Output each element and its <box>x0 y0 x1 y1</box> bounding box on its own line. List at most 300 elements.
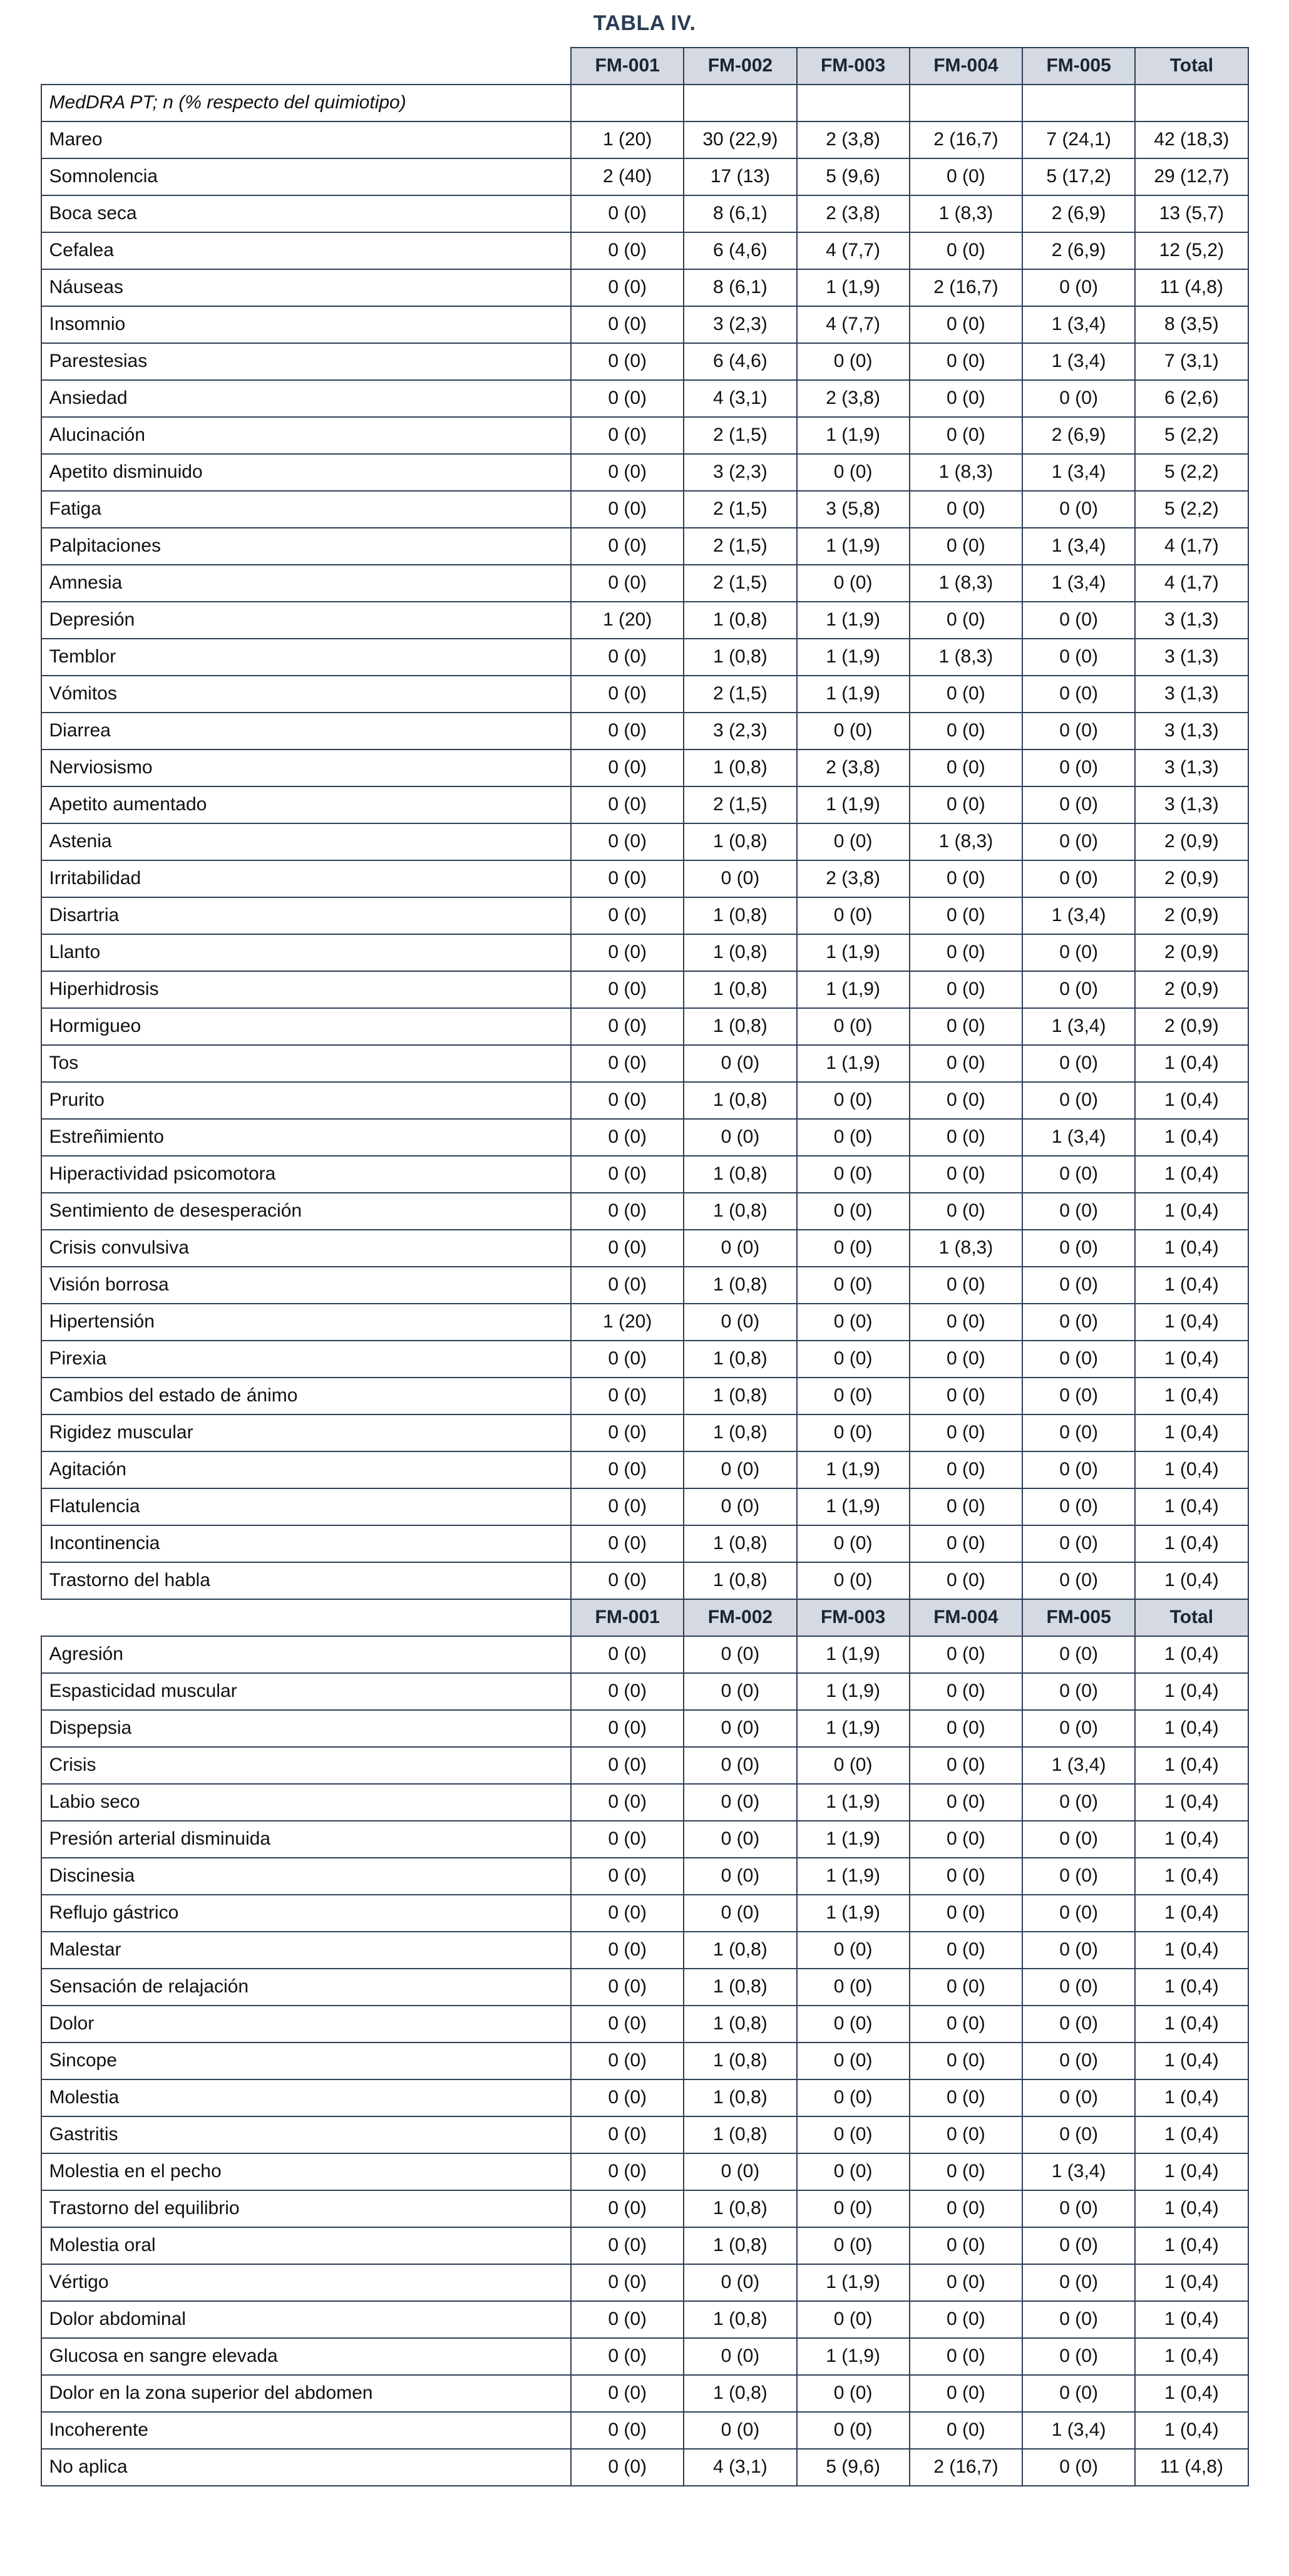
row-value: 0 (0) <box>1022 1230 1135 1267</box>
table-row <box>41 2153 1248 2190</box>
row-value: 1 (0,4) <box>1135 1488 1248 1525</box>
row-value: 0 (0) <box>910 1784 1022 1821</box>
row-value: 0 (0) <box>910 1193 1022 1230</box>
table-row <box>41 1341 1248 1378</box>
row-value: 1 (0,8) <box>684 750 796 786</box>
row-value: 0 (0) <box>571 2006 684 2043</box>
header-cell-fm005: FM-005 <box>1022 48 1135 85</box>
table-row <box>41 232 1248 269</box>
row-value: 1 (0,8) <box>684 1932 796 1969</box>
row-value: 0 (0) <box>1022 1525 1135 1562</box>
row-value: 3 (1,3) <box>1135 713 1248 750</box>
table-row <box>41 1378 1248 1414</box>
row-value: 0 (0) <box>1022 1562 1135 1599</box>
row-value: 1 (1,9) <box>797 1821 910 1858</box>
row-value: 0 (0) <box>797 2190 910 2227</box>
row-value: 2 (0,9) <box>1135 860 1248 897</box>
row-value: 1 (0,8) <box>684 2375 796 2412</box>
row-value: 0 (0) <box>910 2190 1022 2227</box>
row-label: Ansiedad <box>41 380 572 417</box>
row-value: 0 (0) <box>1022 269 1135 306</box>
row-value: 1 (0,4) <box>1135 1304 1248 1341</box>
row-value: 7 (24,1) <box>1022 121 1135 158</box>
row-label: Visión borrosa <box>41 1267 572 1304</box>
row-value: 2 (1,5) <box>684 565 796 602</box>
table-row <box>41 2190 1248 2227</box>
row-value: 0 (0) <box>571 1230 684 1267</box>
row-value: 1 (0,4) <box>1135 2043 1248 2079</box>
row-value: 1 (0,4) <box>1135 1969 1248 2006</box>
row-label: Vómitos <box>41 676 572 713</box>
row-value: 3 (2,3) <box>684 713 796 750</box>
row-value: 0 (0) <box>910 1341 1022 1378</box>
table-row <box>41 1858 1248 1895</box>
subheader-blank-3 <box>797 85 910 121</box>
row-value: 0 (0) <box>1022 1821 1135 1858</box>
table-row <box>41 713 1248 750</box>
row-value: 1 (0,8) <box>684 1378 796 1414</box>
row-value: 0 (0) <box>684 1673 796 1710</box>
subheader-blank-2 <box>684 85 796 121</box>
row-value: 1 (0,4) <box>1135 1082 1248 1119</box>
row-label: Dolor abdominal <box>41 2301 572 2338</box>
row-value: 1 (1,9) <box>797 1858 910 1895</box>
table-row <box>41 2006 1248 2043</box>
header-cell-fm002: FM-002 <box>684 48 796 85</box>
row-value: 0 (0) <box>1022 1710 1135 1747</box>
row-label: Labio seco <box>41 1784 572 1821</box>
row-value: 0 (0) <box>571 2079 684 2116</box>
row-value: 1 (1,9) <box>797 2264 910 2301</box>
row-label: Hiperhidrosis <box>41 971 572 1008</box>
table-row <box>41 565 1248 602</box>
row-value: 2 (16,7) <box>910 121 1022 158</box>
row-value: 0 (0) <box>571 2449 684 2486</box>
row-value: 0 (0) <box>571 269 684 306</box>
row-value: 11 (4,8) <box>1135 2449 1248 2486</box>
row-value: 0 (0) <box>910 750 1022 786</box>
row-value: 8 (6,1) <box>684 195 796 232</box>
row-label: Molestia oral <box>41 2227 572 2264</box>
row-value: 5 (9,6) <box>797 2449 910 2486</box>
row-value: 2 (0,9) <box>1135 934 1248 971</box>
subheader-blank-4 <box>910 85 1022 121</box>
row-value: 1 (0,4) <box>1135 1341 1248 1378</box>
table-row <box>41 1488 1248 1525</box>
row-value: 0 (0) <box>571 232 684 269</box>
row-value: 0 (0) <box>1022 1156 1135 1193</box>
row-value: 8 (3,5) <box>1135 306 1248 343</box>
row-value: 3 (2,3) <box>684 306 796 343</box>
row-value: 0 (0) <box>1022 971 1135 1008</box>
subheader-row <box>41 85 1248 121</box>
row-value: 1 (0,8) <box>684 602 796 639</box>
row-value: 1 (1,9) <box>797 1045 910 1082</box>
row-value: 0 (0) <box>910 1304 1022 1341</box>
row-value: 0 (0) <box>571 2190 684 2227</box>
row-value: 0 (0) <box>797 1378 910 1414</box>
row-label: Incoherente <box>41 2412 572 2449</box>
row-value: 1 (3,4) <box>1022 306 1135 343</box>
row-value: 0 (0) <box>571 2264 684 2301</box>
table-row <box>41 676 1248 713</box>
row-value: 0 (0) <box>797 1230 910 1267</box>
row-label: Nerviosismo <box>41 750 572 786</box>
table-row <box>41 823 1248 860</box>
row-value: 0 (0) <box>571 1008 684 1045</box>
row-value: 1 (0,8) <box>684 934 796 971</box>
row-value: 0 (0) <box>910 1156 1022 1193</box>
row-value: 0 (0) <box>571 1747 684 1784</box>
row-value: 1 (0,4) <box>1135 1451 1248 1488</box>
row-label: Insomnio <box>41 306 572 343</box>
row-value: 1 (1,9) <box>797 1784 910 1821</box>
row-value: 17 (13) <box>684 158 796 195</box>
table-row <box>41 2338 1248 2375</box>
row-value: 0 (0) <box>571 1378 684 1414</box>
row-value: 1 (0,8) <box>684 2043 796 2079</box>
row-value: 0 (0) <box>1022 1378 1135 1414</box>
table-row <box>41 1082 1248 1119</box>
row-value: 1 (0,4) <box>1135 1378 1248 1414</box>
row-label: Irritabilidad <box>41 860 572 897</box>
repeated-header-row <box>41 1599 1248 1636</box>
row-value: 0 (0) <box>571 1341 684 1378</box>
row-value: 3 (1,3) <box>1135 676 1248 713</box>
row-value: 8 (6,1) <box>684 269 796 306</box>
row-value: 0 (0) <box>571 565 684 602</box>
row-value: 0 (0) <box>1022 1193 1135 1230</box>
row-value: 0 (0) <box>684 860 796 897</box>
row-value: 4 (1,7) <box>1135 565 1248 602</box>
row-value: 0 (0) <box>571 786 684 823</box>
row-value: 0 (0) <box>571 860 684 897</box>
row-value: 1 (0,4) <box>1135 2006 1248 2043</box>
row-value: 1 (0,4) <box>1135 2301 1248 2338</box>
row-value: 0 (0) <box>910 1378 1022 1414</box>
table-row <box>41 2227 1248 2264</box>
row-value: 0 (0) <box>910 2375 1022 2412</box>
row-value: 1 (0,8) <box>684 2116 796 2153</box>
table-row <box>41 897 1248 934</box>
row-label: Temblor <box>41 639 572 676</box>
row-value: 1 (0,8) <box>684 1969 796 2006</box>
table-row <box>41 1525 1248 1562</box>
row-value: 0 (0) <box>797 2043 910 2079</box>
row-label: Hormigueo <box>41 1008 572 1045</box>
table-row <box>41 971 1248 1008</box>
table-row <box>41 343 1248 380</box>
row-label: Boca seca <box>41 195 572 232</box>
row-value: 1 (0,4) <box>1135 1230 1248 1267</box>
row-value: 0 (0) <box>910 713 1022 750</box>
row-value: 2 (3,8) <box>797 380 910 417</box>
row-value: 5 (17,2) <box>1022 158 1135 195</box>
row-value: 0 (0) <box>1022 2116 1135 2153</box>
row-value: 6 (4,6) <box>684 232 796 269</box>
row-value: 1 (0,8) <box>684 2006 796 2043</box>
row-value: 0 (0) <box>797 823 910 860</box>
row-label: Hipertensión <box>41 1304 572 1341</box>
row-label: Disartria <box>41 897 572 934</box>
row-value: 0 (0) <box>571 380 684 417</box>
row-value: 0 (0) <box>571 491 684 528</box>
header-cell-fm004: FM-004 <box>910 48 1022 85</box>
row-value: 2 (0,9) <box>1135 971 1248 1008</box>
row-label: Agitación <box>41 1451 572 1488</box>
row-value: 0 (0) <box>797 2301 910 2338</box>
row-value: 2 (0,9) <box>1135 823 1248 860</box>
repeated-header-cell: FM-004 <box>910 1599 1022 1636</box>
row-value: 0 (0) <box>571 2412 684 2449</box>
row-value: 1 (0,8) <box>684 1525 796 1562</box>
row-value: 4 (1,7) <box>1135 528 1248 565</box>
row-value: 0 (0) <box>571 934 684 971</box>
row-value: 1 (3,4) <box>1022 1008 1135 1045</box>
row-value: 0 (0) <box>910 2412 1022 2449</box>
row-value: 0 (0) <box>797 1969 910 2006</box>
row-label: Prurito <box>41 1082 572 1119</box>
row-value: 0 (0) <box>910 897 1022 934</box>
row-value: 0 (0) <box>797 2412 910 2449</box>
row-value: 1 (0,4) <box>1135 1673 1248 1710</box>
row-value: 0 (0) <box>571 639 684 676</box>
row-value: 0 (0) <box>1022 602 1135 639</box>
row-label: Parestesias <box>41 343 572 380</box>
row-value: 0 (0) <box>910 380 1022 417</box>
row-value: 1 (0,8) <box>684 897 796 934</box>
row-value: 0 (0) <box>571 2338 684 2375</box>
row-value: 0 (0) <box>571 1710 684 1747</box>
row-value: 0 (0) <box>684 1451 796 1488</box>
row-label: Astenia <box>41 823 572 860</box>
row-value: 0 (0) <box>1022 2043 1135 2079</box>
repeated-header-cell: Total <box>1135 1599 1248 1636</box>
row-value: 0 (0) <box>684 1747 796 1784</box>
row-value: 1 (0,4) <box>1135 1414 1248 1451</box>
row-value: 0 (0) <box>571 1488 684 1525</box>
row-value: 0 (0) <box>571 417 684 454</box>
table-row <box>41 1895 1248 1932</box>
row-value: 0 (0) <box>684 2338 796 2375</box>
row-value: 1 (0,8) <box>684 2301 796 2338</box>
row-value: 0 (0) <box>571 1673 684 1710</box>
row-value: 0 (0) <box>910 1414 1022 1451</box>
row-value: 1 (1,9) <box>797 1673 910 1710</box>
row-value: 0 (0) <box>571 195 684 232</box>
row-value: 0 (0) <box>910 2116 1022 2153</box>
row-value: 0 (0) <box>1022 2079 1135 2116</box>
table-row <box>41 195 1248 232</box>
table-row <box>41 2116 1248 2153</box>
row-value: 1 (0,8) <box>684 1267 796 1304</box>
row-value: 0 (0) <box>571 2375 684 2412</box>
row-value: 0 (0) <box>1022 1784 1135 1821</box>
row-value: 0 (0) <box>1022 2006 1135 2043</box>
row-value: 1 (1,9) <box>797 1636 910 1673</box>
row-value: 1 (3,4) <box>1022 528 1135 565</box>
row-label: Incontinencia <box>41 1525 572 1562</box>
row-value: 3 (5,8) <box>797 491 910 528</box>
row-label: Molestia en el pecho <box>41 2153 572 2190</box>
row-value: 2 (3,8) <box>797 121 910 158</box>
row-value: 5 (2,2) <box>1135 417 1248 454</box>
row-value: 0 (0) <box>571 971 684 1008</box>
row-value: 0 (0) <box>1022 1673 1135 1710</box>
row-value: 0 (0) <box>797 1193 910 1230</box>
row-value: 1 (0,4) <box>1135 2153 1248 2190</box>
row-value: 0 (0) <box>910 1636 1022 1673</box>
repeated-header-cell: FM-003 <box>797 1599 910 1636</box>
row-value: 1 (0,8) <box>684 1562 796 1599</box>
row-value: 0 (0) <box>1022 1636 1135 1673</box>
row-value: 1 (0,8) <box>684 1156 796 1193</box>
row-value: 1 (0,4) <box>1135 1267 1248 1304</box>
row-value: 1 (0,4) <box>1135 1119 1248 1156</box>
row-value: 2 (1,5) <box>684 417 796 454</box>
row-value: 1 (1,9) <box>797 1451 910 1488</box>
row-value: 0 (0) <box>910 1562 1022 1599</box>
row-value: 12 (5,2) <box>1135 232 1248 269</box>
row-label: Apetito aumentado <box>41 786 572 823</box>
row-value: 0 (0) <box>684 2153 796 2190</box>
row-label: Malestar <box>41 1932 572 1969</box>
row-value: 0 (0) <box>684 1045 796 1082</box>
row-value: 1 (0,8) <box>684 639 796 676</box>
row-value: 1 (1,9) <box>797 269 910 306</box>
row-value: 1 (0,4) <box>1135 1193 1248 1230</box>
table-row <box>41 1562 1248 1599</box>
table-row <box>41 1008 1248 1045</box>
row-value: 1 (0,4) <box>1135 1525 1248 1562</box>
row-value: 0 (0) <box>910 1045 1022 1082</box>
row-value: 0 (0) <box>684 1304 796 1341</box>
row-label: Palpitaciones <box>41 528 572 565</box>
row-value: 0 (0) <box>910 1932 1022 1969</box>
row-value: 0 (0) <box>571 1858 684 1895</box>
row-value: 0 (0) <box>797 1525 910 1562</box>
row-label: Dolor en la zona superior del abdomen <box>41 2375 572 2412</box>
row-value: 2 (16,7) <box>910 2449 1022 2486</box>
row-value: 0 (0) <box>797 1267 910 1304</box>
header-cell-fm001: FM-001 <box>571 48 684 85</box>
row-value: 1 (0,4) <box>1135 1710 1248 1747</box>
row-label: Depresión <box>41 602 572 639</box>
row-value: 0 (0) <box>910 2227 1022 2264</box>
row-value: 0 (0) <box>910 971 1022 1008</box>
row-value: 3 (1,3) <box>1135 750 1248 786</box>
row-value: 0 (0) <box>910 2006 1022 2043</box>
row-value: 0 (0) <box>571 1451 684 1488</box>
row-value: 7 (3,1) <box>1135 343 1248 380</box>
row-value: 0 (0) <box>1022 823 1135 860</box>
row-value: 1 (1,9) <box>797 2338 910 2375</box>
row-value: 0 (0) <box>1022 1895 1135 1932</box>
row-label: Discinesia <box>41 1858 572 1895</box>
row-value: 2 (6,9) <box>1022 195 1135 232</box>
table-row <box>41 1710 1248 1747</box>
row-value: 0 (0) <box>910 528 1022 565</box>
row-label: Tos <box>41 1045 572 1082</box>
table-row <box>41 934 1248 971</box>
row-value: 0 (0) <box>571 1267 684 1304</box>
table-row <box>41 2043 1248 2079</box>
row-value: 2 (16,7) <box>910 269 1022 306</box>
table-row <box>41 417 1248 454</box>
row-value: 0 (0) <box>1022 2301 1135 2338</box>
table-row <box>41 1230 1248 1267</box>
row-value: 0 (0) <box>571 897 684 934</box>
row-value: 0 (0) <box>1022 713 1135 750</box>
row-label: Dolor <box>41 2006 572 2043</box>
row-value: 0 (0) <box>571 454 684 491</box>
row-value: 0 (0) <box>797 1156 910 1193</box>
table-row <box>41 1156 1248 1193</box>
row-label: Glucosa en sangre elevada <box>41 2338 572 2375</box>
row-value: 1 (1,9) <box>797 971 910 1008</box>
row-value: 0 (0) <box>571 1119 684 1156</box>
row-value: 3 (1,3) <box>1135 602 1248 639</box>
row-label: Crisis <box>41 1747 572 1784</box>
repeated-header-cell: FM-001 <box>571 1599 684 1636</box>
row-value: 0 (0) <box>797 897 910 934</box>
table-row <box>41 306 1248 343</box>
row-value: 0 (0) <box>684 1119 796 1156</box>
table-row <box>41 2375 1248 2412</box>
row-value: 3 (1,3) <box>1135 786 1248 823</box>
row-value: 6 (2,6) <box>1135 380 1248 417</box>
row-value: 0 (0) <box>797 1119 910 1156</box>
table-row <box>41 1451 1248 1488</box>
table-row <box>41 786 1248 823</box>
row-value: 1 (1,9) <box>797 528 910 565</box>
row-value: 0 (0) <box>571 1045 684 1082</box>
row-value: 1 (0,8) <box>684 2190 796 2227</box>
row-value: 0 (0) <box>910 343 1022 380</box>
table-row <box>41 1193 1248 1230</box>
row-value: 2 (3,8) <box>797 750 910 786</box>
row-value: 1 (0,4) <box>1135 2264 1248 2301</box>
row-value: 0 (0) <box>1022 2264 1135 2301</box>
row-value: 0 (0) <box>1022 1341 1135 1378</box>
table-row <box>41 158 1248 195</box>
row-label: Pirexia <box>41 1341 572 1378</box>
table-row <box>41 2264 1248 2301</box>
subheader-label: MedDRA PT; n (% respecto del quimiotipo) <box>41 85 572 121</box>
row-value: 5 (9,6) <box>797 158 910 195</box>
header-row <box>41 48 1248 85</box>
row-value: 1 (0,4) <box>1135 2079 1248 2116</box>
row-value: 0 (0) <box>571 1821 684 1858</box>
row-value: 1 (1,9) <box>797 676 910 713</box>
row-value: 0 (0) <box>571 1895 684 1932</box>
table-row <box>41 1821 1248 1858</box>
row-label: Mareo <box>41 121 572 158</box>
row-value: 0 (0) <box>1022 380 1135 417</box>
row-value: 0 (0) <box>571 1525 684 1562</box>
row-value: 1 (3,4) <box>1022 2153 1135 2190</box>
row-value: 0 (0) <box>571 1193 684 1230</box>
row-value: 0 (0) <box>910 2264 1022 2301</box>
row-label: Rigidez muscular <box>41 1414 572 1451</box>
table-row <box>41 1304 1248 1341</box>
repeated-header-cell: FM-005 <box>1022 1599 1135 1636</box>
row-value: 1 (0,4) <box>1135 2338 1248 2375</box>
subheader-blank-5 <box>1022 85 1135 121</box>
row-value: 0 (0) <box>910 1525 1022 1562</box>
table-row <box>41 860 1248 897</box>
row-value: 0 (0) <box>797 2375 910 2412</box>
